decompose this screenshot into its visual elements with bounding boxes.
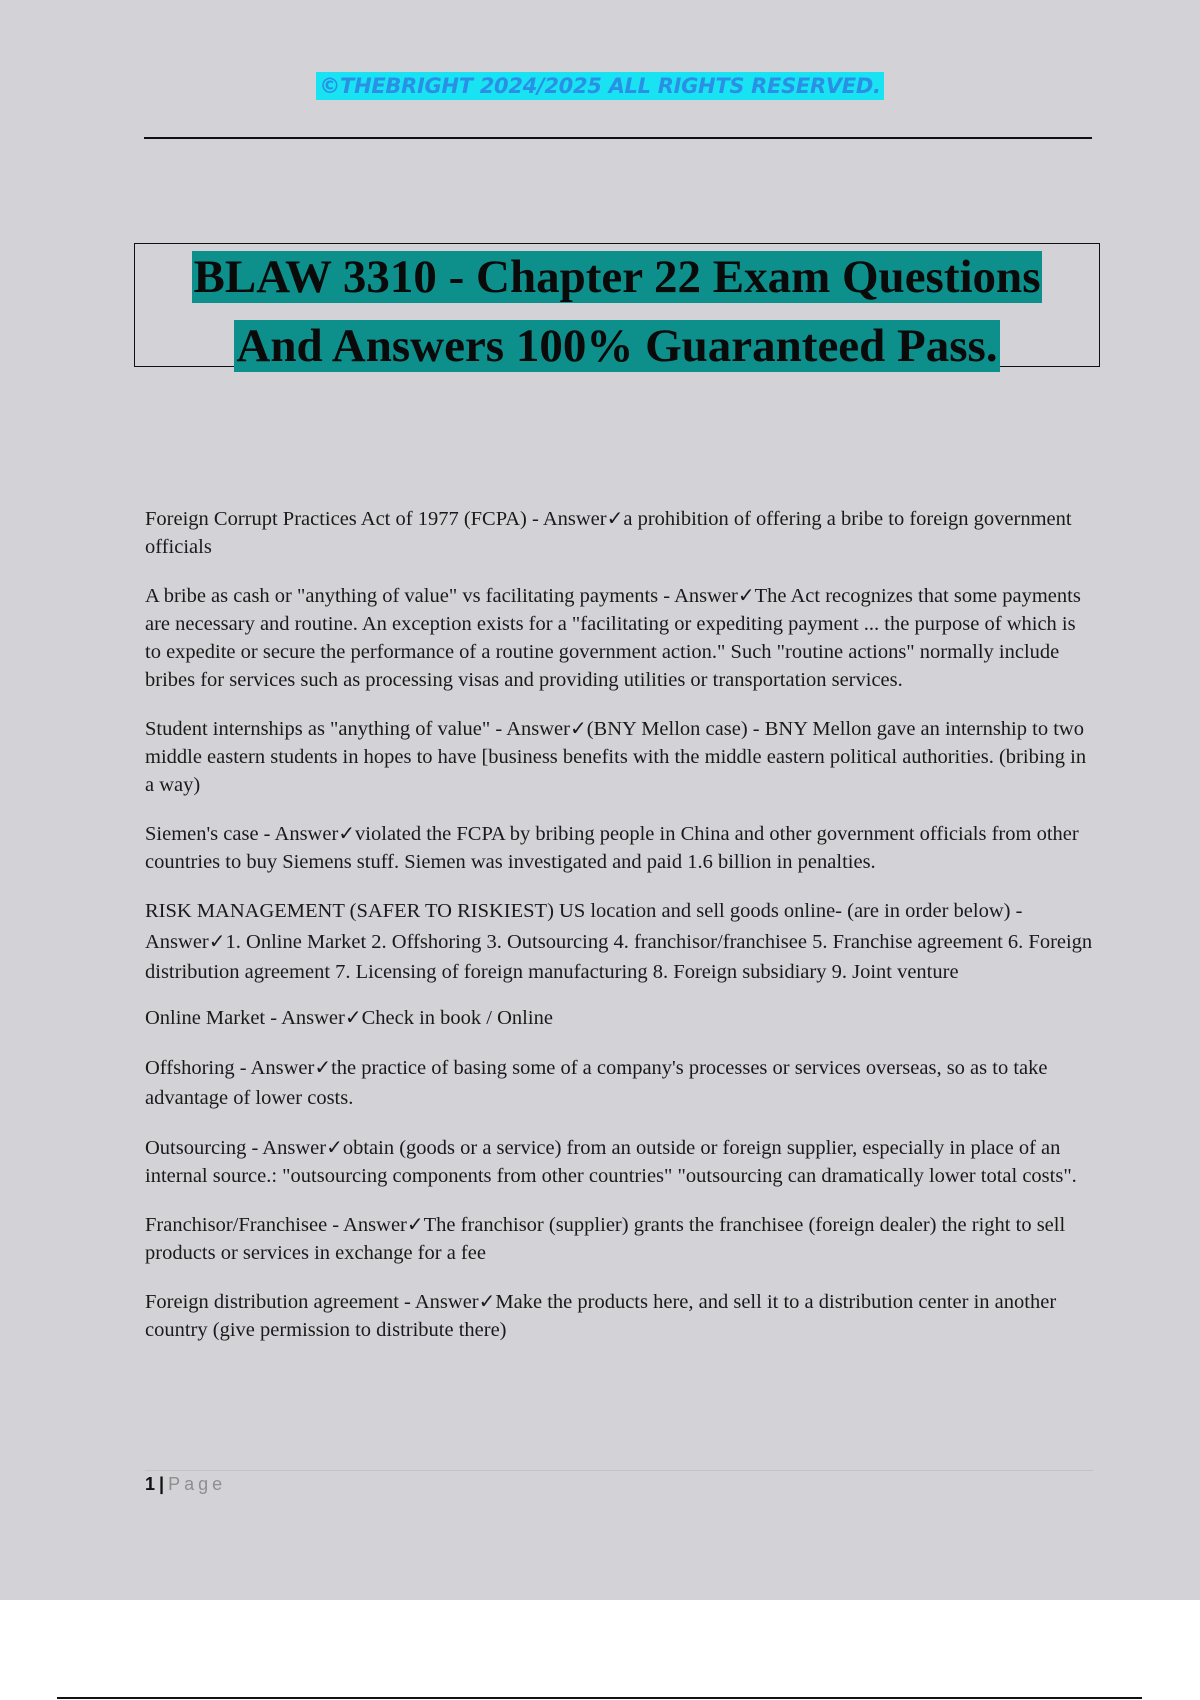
question: Online Market - xyxy=(145,1007,282,1029)
answer: The franchisor (supplier) grants the franchisee (foreign dealer) the right to sell products or services in exchange for a fee xyxy=(145,1214,1066,1264)
question: Outsourcing - xyxy=(145,1137,263,1159)
answer-marker: Answer xyxy=(281,1007,345,1029)
qa-list xyxy=(145,504,1095,1364)
qa-item xyxy=(145,581,1095,694)
footer-separator: | xyxy=(159,1474,165,1494)
answer: The Act recognizes that some payments are necessary and routine. An exception exists for a "facilitating or expediting payment ... the purpose of which is to expedite or secure the performance of a routine government action." Such "routine actions" normally include bribes for services such as processing visas and providing utilities or transportation services. xyxy=(145,585,1081,691)
answer: (BNY Mellon case) - BNY Mellon gave an internship to two middle eastern students in hopes to have [business benefits with the middle eastern political authorities. (bribing in a way) xyxy=(145,718,1087,796)
checkmark-icon: ✓ xyxy=(737,583,755,607)
question: Student internships as "anything of value" - xyxy=(145,718,507,740)
answer-marker: Answer xyxy=(414,1291,479,1313)
qa-item xyxy=(145,1003,1095,1032)
answer-marker: Answer xyxy=(542,508,607,530)
qa-item xyxy=(145,714,1095,799)
question: Offshoring - xyxy=(145,1057,251,1079)
answer: violated the FCPA by bribing people in China and other government officials from other countries to buy Siemens stuff. Siemen was investigated and paid 1.6 billion in penalties. xyxy=(145,823,1079,873)
checkmark-icon: ✓ xyxy=(338,821,356,845)
checkmark-icon: ✓ xyxy=(478,1289,496,1313)
qa-item xyxy=(145,1287,1095,1344)
question: Siemen's case - xyxy=(145,823,275,845)
answer-marker: Answer xyxy=(262,1137,327,1159)
next-page-top-rule xyxy=(57,1697,1142,1699)
answer: a prohibition of offering a bribe to foreign government officials xyxy=(145,508,1072,558)
answer: 1. Online Market 2. Offshoring 3. Outsourcing 4. franchisor/franchisee 5. Franchise agreement 6. Foreign distribution agreement 7. Licensing of foreign manufacturing 8. Foreign subsidiary 9. Joint venture xyxy=(145,931,1093,983)
question: A bribe as cash or "anything of value" vs facilitating payments - xyxy=(145,585,675,607)
qa-item xyxy=(145,819,1095,876)
question: Foreign distribution agreement - xyxy=(145,1291,415,1313)
answer-marker: Answer xyxy=(274,823,339,845)
checkmark-icon: ✓ xyxy=(314,1055,332,1079)
title-text-2: And Answers 100% Guaranteed Pass. xyxy=(236,320,998,372)
answer-marker: Answer xyxy=(674,585,738,607)
qa-item xyxy=(145,1133,1095,1190)
answer-marker: Answer xyxy=(343,1214,407,1236)
header-divider xyxy=(144,137,1092,139)
question: Foreign Corrupt Practices Act of 1977 (FCPA) - xyxy=(145,508,543,530)
footer-divider xyxy=(145,1470,1093,1471)
answer-marker: Answer xyxy=(506,718,570,740)
answer-marker: Answer xyxy=(145,931,209,953)
qa-item xyxy=(145,1052,1095,1113)
qa-item xyxy=(145,1210,1095,1267)
checkmark-icon: ✓ xyxy=(208,929,226,953)
copyright-notice xyxy=(0,74,1200,98)
checkmark-icon: ✓ xyxy=(406,1212,424,1236)
title-box xyxy=(134,243,1100,372)
title-text-1: BLAW 3310 - Chapter 22 Exam Questions xyxy=(193,251,1041,303)
question: Franchisor/Franchisee - xyxy=(145,1214,344,1236)
title-line-1 xyxy=(135,248,1099,317)
copyright-text: ©THEBRIGHT 2024/2025 ALL RIGHTS RESERVED. xyxy=(316,72,883,100)
qa-item xyxy=(145,504,1095,561)
page-label: Page xyxy=(168,1474,227,1494)
answer: Make the products here, and sell it to a distribution center in another country (give permission to distribute there) xyxy=(145,1291,1057,1341)
answer: Check in book / Online xyxy=(361,1007,553,1029)
title-line-2 xyxy=(135,317,1099,386)
qa-item xyxy=(145,896,1095,987)
checkmark-icon: ✓ xyxy=(344,1005,362,1029)
answer: obtain (goods or a service) from an outside or foreign supplier, especially in place of an internal source.: "outsourcing components from other countries" "outsourcing can dramatically lower total costs". xyxy=(145,1137,1077,1187)
checkmark-icon: ✓ xyxy=(326,1135,343,1159)
answer-marker: Answer xyxy=(250,1057,315,1079)
checkmark-icon: ✓ xyxy=(569,716,587,740)
answer: the practice of basing some of a company's processes or services overseas, so as to take advantage of lower costs. xyxy=(145,1057,1048,1109)
page-footer xyxy=(145,1474,226,1495)
question: RISK MANAGEMENT (SAFER TO RISKIEST) US location and sell goods online- (are in order below) - xyxy=(145,900,1023,922)
page-number: 1 xyxy=(145,1474,156,1494)
checkmark-icon: ✓ xyxy=(606,506,624,530)
